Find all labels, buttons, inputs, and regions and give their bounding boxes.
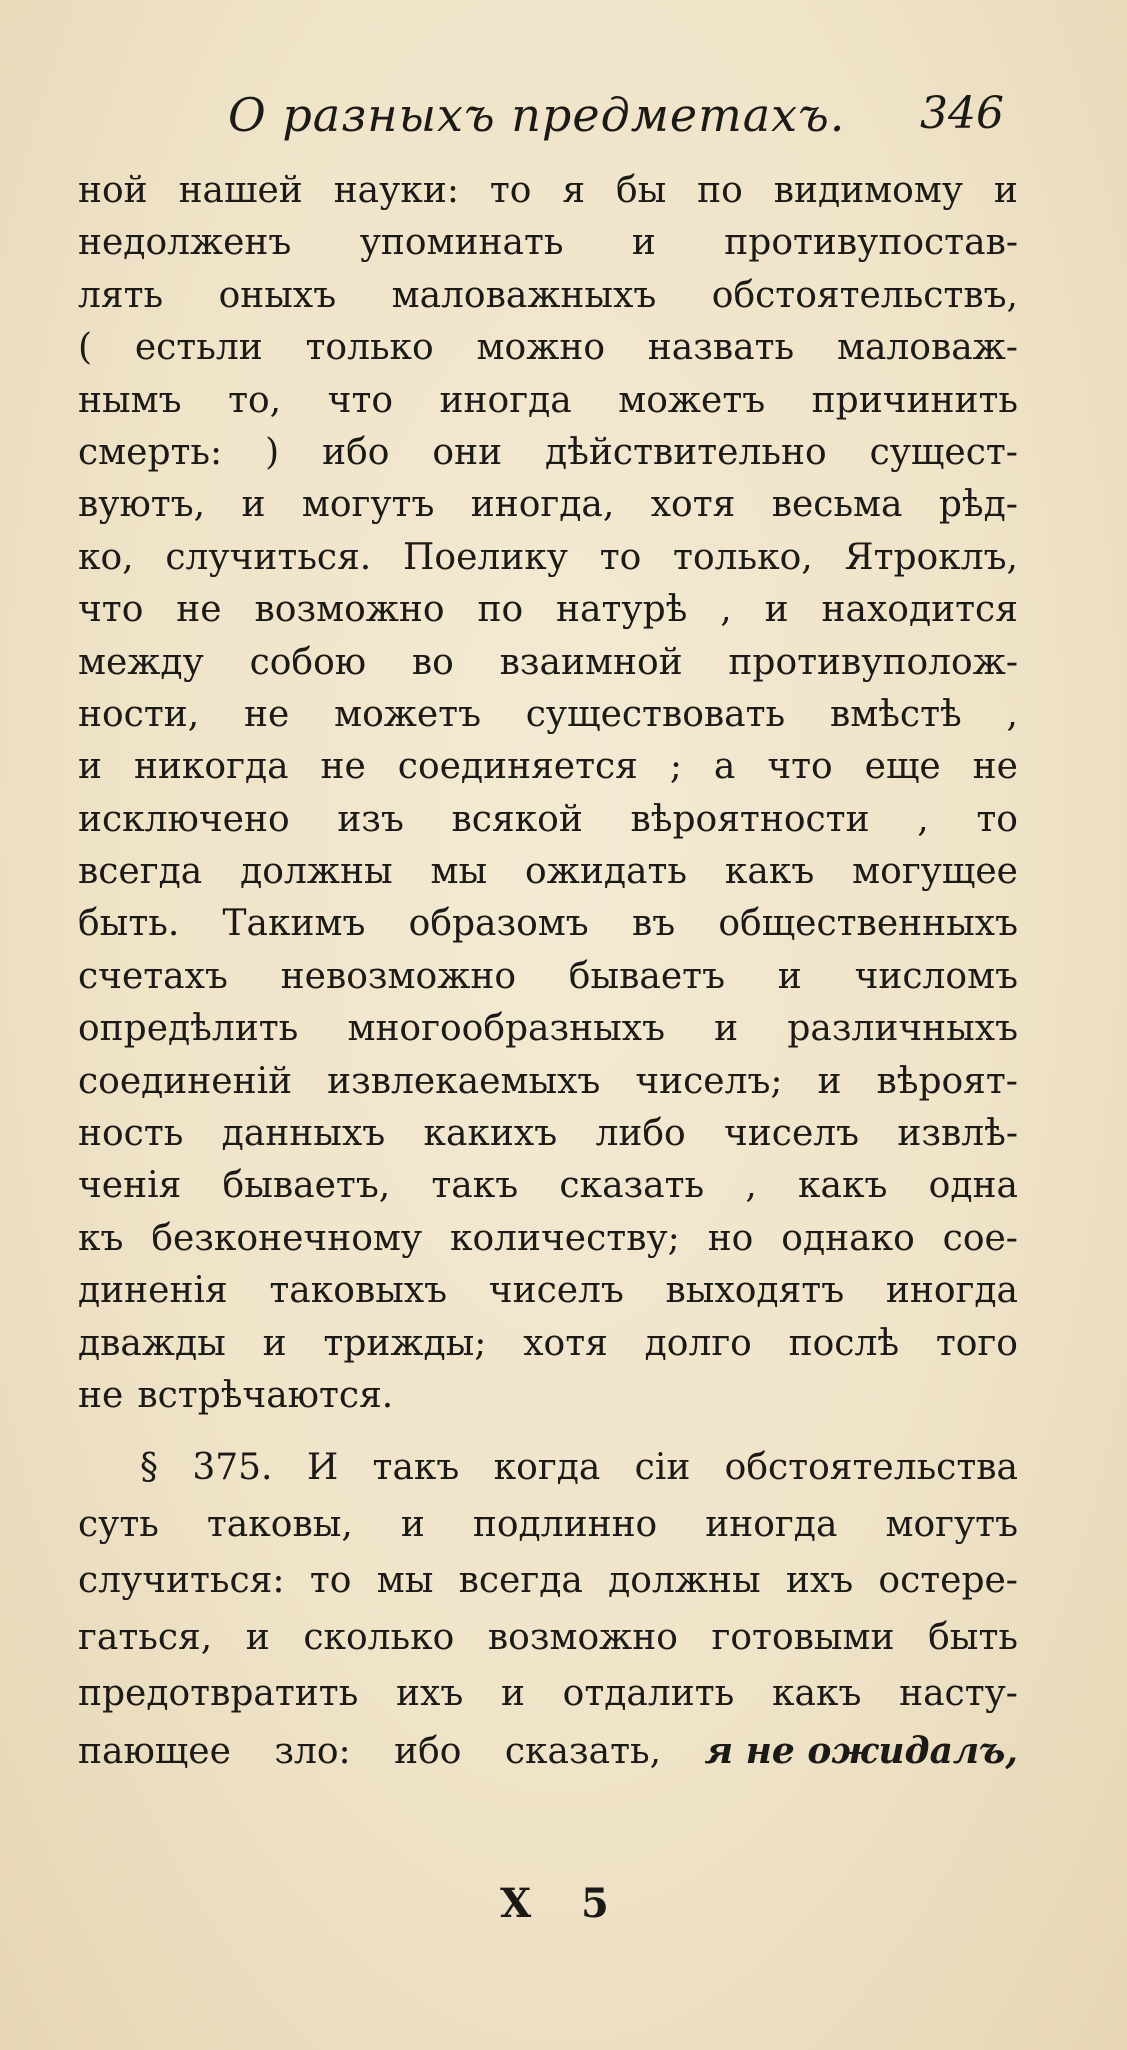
- word: что: [78, 589, 144, 631]
- printer-signature-mark: X 5: [500, 1880, 627, 1927]
- word: нымъ: [78, 379, 182, 421]
- word: и: [777, 955, 802, 997]
- word: не: [243, 693, 290, 735]
- word: всегда: [78, 851, 203, 893]
- word: дѣйствительно: [545, 431, 827, 473]
- text-line: [78, 1318, 1018, 1370]
- word: рѣд-: [938, 484, 1018, 526]
- text-line: [78, 1160, 1018, 1212]
- word: хотя: [523, 1322, 608, 1364]
- word: и: [500, 1673, 525, 1714]
- word: насту-: [899, 1673, 1018, 1714]
- word: подлинно: [472, 1503, 658, 1545]
- text-line: [78, 1265, 1018, 1317]
- word: какихъ: [423, 1113, 558, 1155]
- word: я: [562, 170, 586, 211]
- word: сущест-: [869, 431, 1018, 473]
- word: еще: [864, 746, 941, 788]
- word: вѣроят-: [876, 1060, 1018, 1102]
- word: однако: [781, 1217, 915, 1259]
- word: возможно: [487, 1616, 678, 1658]
- word: чиселъ: [723, 1113, 860, 1155]
- word: должны: [608, 1560, 761, 1601]
- word: отдалить: [562, 1673, 735, 1714]
- word: числомъ: [854, 955, 1018, 997]
- word: хотя: [650, 484, 736, 526]
- paragraph-1: [78, 165, 1018, 1422]
- word: не: [972, 746, 1018, 788]
- text-line: [78, 1370, 1018, 1422]
- word: мы: [430, 851, 488, 893]
- word: количеству;: [449, 1217, 680, 1259]
- word: многообразныхъ: [347, 1008, 665, 1050]
- word: готовыми: [711, 1616, 895, 1658]
- word: предотвратить: [78, 1673, 359, 1714]
- text-line: [78, 375, 1018, 427]
- word: и: [400, 1503, 425, 1545]
- word: Такимъ: [222, 903, 366, 945]
- word: И: [306, 1447, 339, 1488]
- word: не: [320, 746, 366, 788]
- text-line: [78, 322, 1018, 374]
- word: дважды: [78, 1322, 226, 1364]
- text-line: [78, 794, 1018, 846]
- word: такъ: [431, 1165, 519, 1207]
- word: ибо: [322, 431, 390, 473]
- word: сколько: [303, 1616, 455, 1658]
- word: бываетъ,: [222, 1165, 391, 1207]
- word: во: [411, 641, 454, 683]
- word: иногда: [705, 1503, 838, 1545]
- word: и: [78, 746, 102, 788]
- word: маловажныхъ: [391, 274, 657, 316]
- text-line: [78, 584, 1018, 636]
- word: науки:: [333, 170, 459, 211]
- word: трижды;: [323, 1322, 487, 1364]
- word: (: [78, 327, 93, 369]
- word: ,: [745, 1165, 757, 1207]
- word: быть: [928, 1616, 1018, 1658]
- word: то: [489, 170, 532, 211]
- word: смерть:: [78, 431, 223, 473]
- word: ): [265, 431, 280, 473]
- word: могутъ: [885, 1503, 1018, 1545]
- word: §: [140, 1447, 158, 1488]
- word: диненія: [78, 1270, 228, 1312]
- word: между: [78, 641, 204, 683]
- word: къ: [78, 1217, 124, 1259]
- word: упоминать: [359, 222, 564, 264]
- word: по: [697, 170, 743, 211]
- text-line: [78, 637, 1018, 689]
- word: естьли: [134, 327, 263, 369]
- word: ихъ: [396, 1673, 464, 1714]
- word: какъ: [798, 1165, 888, 1207]
- text-line: [78, 1723, 1018, 1780]
- word: ной: [78, 170, 148, 211]
- word: что: [327, 379, 394, 421]
- text-line: [78, 741, 1018, 793]
- word: соединяется: [397, 746, 638, 788]
- word: но: [707, 1217, 754, 1259]
- word: изъ: [337, 798, 404, 840]
- word: и: [993, 170, 1018, 211]
- text-line: [78, 1553, 1018, 1610]
- word: таковыхъ: [269, 1270, 448, 1312]
- word: быть.: [78, 903, 180, 945]
- word: бы: [615, 170, 667, 211]
- word: существовать: [525, 693, 786, 735]
- text-line: [78, 1213, 1018, 1265]
- word: гаться,: [78, 1616, 213, 1658]
- word: должны: [240, 851, 393, 893]
- word: вѣроятности: [630, 798, 870, 840]
- word: ибо: [394, 1730, 462, 1772]
- word: извлекаемыхъ: [327, 1060, 601, 1102]
- word: никогда: [133, 746, 289, 788]
- word: когда: [493, 1447, 601, 1488]
- word: не: [176, 589, 222, 631]
- word: чиселъ: [488, 1270, 624, 1312]
- word: по: [477, 589, 524, 631]
- word: и: [764, 589, 789, 631]
- word: всякой: [451, 798, 583, 840]
- word: пающее: [78, 1730, 231, 1772]
- word: Ятроклъ,: [844, 536, 1018, 578]
- word: различныхъ: [787, 1008, 1018, 1050]
- word: сказать,: [504, 1730, 662, 1772]
- text-line: [78, 165, 1018, 217]
- word: бываетъ: [568, 955, 725, 997]
- word: общественныхъ: [718, 903, 1018, 945]
- word: маловаж-: [836, 327, 1018, 369]
- word: то,: [228, 379, 282, 421]
- word: встрѣчаются.: [137, 1374, 394, 1416]
- text-line: [78, 898, 1018, 950]
- word: либо: [595, 1113, 686, 1155]
- word: какъ: [724, 851, 815, 893]
- word: данныхъ: [221, 1113, 386, 1155]
- word: ность: [78, 1113, 184, 1155]
- word: нашей: [178, 170, 303, 211]
- word: иногда,: [470, 484, 615, 526]
- word: счетахъ: [78, 955, 228, 997]
- page-header: [0, 88, 1127, 148]
- word: иногда: [885, 1270, 1018, 1312]
- word: чиселъ;: [635, 1060, 783, 1102]
- word: обстоятельства: [724, 1447, 1018, 1488]
- word: и: [714, 1008, 739, 1050]
- text-line: [78, 689, 1018, 741]
- word: то: [599, 536, 642, 578]
- page-number: 346: [920, 88, 1004, 139]
- word: ности,: [78, 693, 200, 735]
- word: мы: [376, 1560, 434, 1601]
- word: можетъ: [618, 379, 766, 421]
- word: сіи: [634, 1447, 691, 1488]
- text-line: [78, 846, 1018, 898]
- word: они: [432, 431, 503, 473]
- word: могутъ: [301, 484, 435, 526]
- word: причинить: [811, 379, 1018, 421]
- word: оныхъ: [218, 274, 337, 316]
- paragraph-2: [78, 1440, 1018, 1779]
- word: то: [309, 1560, 352, 1601]
- word: лять: [78, 274, 164, 316]
- word: противуполож-: [728, 641, 1018, 683]
- word: невозможно: [280, 955, 516, 997]
- word: только,: [673, 536, 813, 578]
- word: могущее: [852, 851, 1018, 893]
- word: обстоятельствъ,: [711, 274, 1018, 316]
- word: ,: [1006, 693, 1018, 735]
- word: взаимной: [499, 641, 683, 683]
- text-line: [78, 427, 1018, 479]
- running-title: О разныхъ предметахъ.: [228, 88, 846, 142]
- word: исключено: [78, 798, 290, 840]
- word: только: [305, 327, 434, 369]
- text-line: [78, 1056, 1018, 1108]
- word: выходятъ: [665, 1270, 845, 1312]
- word: такъ: [372, 1447, 460, 1488]
- word: и: [817, 1060, 842, 1102]
- word: весьма: [771, 484, 903, 526]
- word: противупостав-: [724, 222, 1018, 264]
- word: ожидать: [525, 851, 687, 893]
- word: сое-: [942, 1217, 1018, 1259]
- word: одна: [928, 1165, 1018, 1207]
- word: долго: [644, 1322, 752, 1364]
- word: послѣ: [788, 1322, 900, 1364]
- text-line: [78, 270, 1018, 322]
- word: сказать: [559, 1165, 705, 1207]
- word: остере-: [878, 1560, 1018, 1601]
- word: ,: [720, 589, 732, 631]
- word: 375.: [192, 1447, 273, 1488]
- word: видимому: [773, 170, 963, 211]
- word: какъ: [772, 1673, 862, 1714]
- word: я не ожидалъ,: [704, 1729, 1018, 1772]
- word: ко,: [78, 536, 134, 578]
- text-line: [78, 1610, 1018, 1667]
- text-line: [78, 1666, 1018, 1723]
- word: образомъ: [408, 903, 589, 945]
- text-line: [78, 1440, 1018, 1497]
- word: ченія: [78, 1165, 182, 1207]
- word: извлѣ-: [897, 1113, 1018, 1155]
- word: соединеній: [78, 1060, 293, 1102]
- text-line: [78, 1497, 1018, 1554]
- word: случиться:: [78, 1560, 285, 1601]
- word: что: [767, 746, 833, 788]
- word: безконечному: [151, 1217, 423, 1259]
- word: всегда: [458, 1560, 583, 1601]
- word: того: [935, 1322, 1018, 1364]
- word: опредѣлить: [78, 1008, 299, 1050]
- word: и: [241, 484, 266, 526]
- word: собою: [249, 641, 367, 683]
- word: и: [245, 1616, 270, 1658]
- word: Поелику: [403, 536, 568, 578]
- text-line: [78, 1003, 1018, 1055]
- word: въ: [631, 903, 676, 945]
- word: можетъ: [334, 693, 481, 735]
- word: вмѣстѣ: [829, 693, 962, 735]
- word: ;: [669, 746, 682, 788]
- text-line: [78, 1108, 1018, 1160]
- word: и: [631, 222, 656, 264]
- word: то: [976, 798, 1018, 840]
- text-line: [78, 951, 1018, 1003]
- word: таковы,: [206, 1503, 353, 1545]
- word: суть: [78, 1503, 159, 1545]
- word: недолженъ: [78, 222, 292, 264]
- word: ихъ: [785, 1560, 854, 1601]
- word: можно: [476, 327, 605, 369]
- word: иногда: [439, 379, 572, 421]
- word: вуютъ,: [78, 484, 206, 526]
- text-line: [78, 217, 1018, 269]
- word: зло:: [274, 1730, 351, 1772]
- word: возможно: [254, 589, 445, 631]
- word: ,: [917, 798, 929, 840]
- word: случиться.: [165, 536, 372, 578]
- word: находится: [821, 589, 1018, 631]
- word: и: [262, 1322, 287, 1364]
- text-line: [78, 479, 1018, 531]
- text-line: [78, 532, 1018, 584]
- word: натурѣ: [556, 589, 688, 631]
- word: а: [713, 746, 736, 788]
- word: не: [78, 1374, 124, 1416]
- word: назвать: [647, 327, 795, 369]
